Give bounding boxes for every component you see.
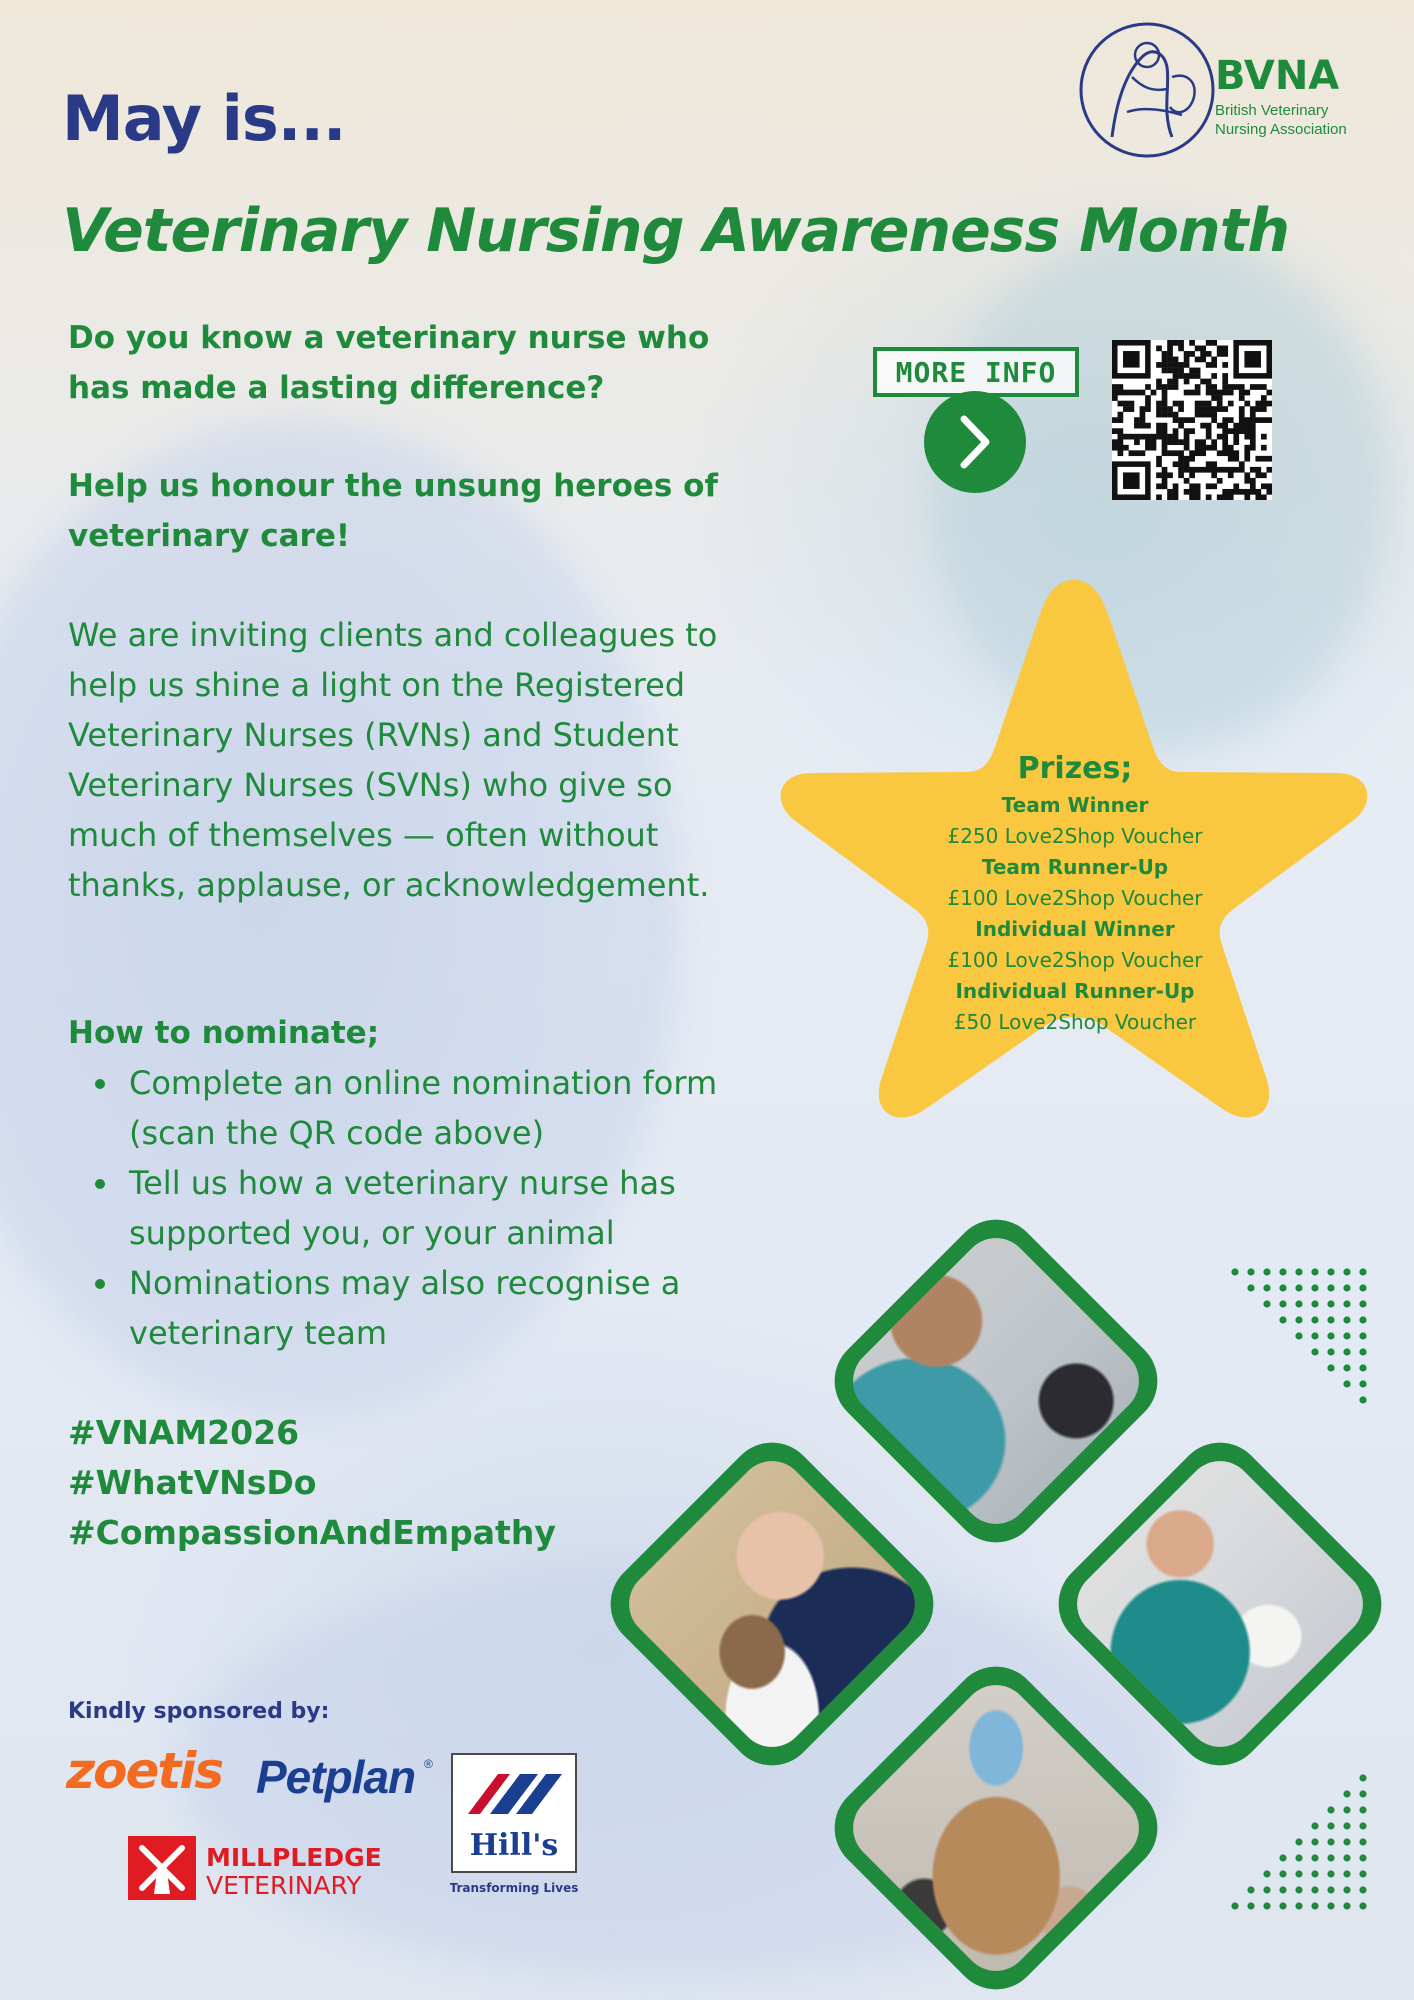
decorative-dot xyxy=(1279,1268,1286,1275)
decorative-dot xyxy=(1279,1854,1286,1861)
decorative-dot xyxy=(1359,1790,1366,1797)
decorative-dot xyxy=(1343,1838,1350,1845)
svg-text:BVNA: BVNA xyxy=(1215,53,1340,99)
how-to-heading: How to nominate; xyxy=(68,1015,380,1051)
decorative-dot xyxy=(1327,1348,1334,1355)
decorative-dot xyxy=(1359,1902,1366,1909)
prize-name: Individual Runner-Up xyxy=(955,979,1195,1003)
decorative-dot xyxy=(1343,1284,1350,1291)
decorative-dot xyxy=(1311,1886,1318,1893)
question-heading: Do you know a veterinary nurse who has made a lasting difference? xyxy=(68,320,710,406)
decorative-dot xyxy=(1311,1838,1318,1845)
decorative-dot xyxy=(1359,1268,1366,1275)
list-item: Complete an online nomination form (scan the QR code above) xyxy=(68,1058,788,1158)
decorative-dot xyxy=(1295,1332,1302,1339)
bvna-logo xyxy=(1072,17,1352,163)
decorative-dot xyxy=(1359,1822,1366,1829)
registered-mark: ® xyxy=(424,1757,433,1771)
decorative-dot xyxy=(1327,1886,1334,1893)
prize-value: £250 Love2Shop Voucher xyxy=(947,824,1203,848)
decorative-dot xyxy=(1247,1886,1254,1893)
nurse-microscope-photo xyxy=(839,1224,1153,1538)
prize-value: £100 Love2Shop Voucher xyxy=(947,886,1203,910)
svg-text:Hill's: Hill's xyxy=(469,1828,559,1863)
prize-value: £50 Love2Shop Voucher xyxy=(953,1010,1197,1034)
decorative-dot xyxy=(1263,1886,1270,1893)
decorative-dot xyxy=(1343,1806,1350,1813)
prizes-title: Prizes; xyxy=(1017,751,1133,786)
decorative-dot xyxy=(1359,1396,1366,1403)
decorative-dot xyxy=(1359,1838,1366,1845)
decorative-dot xyxy=(1263,1870,1270,1877)
decorative-dot xyxy=(1279,1300,1286,1307)
hashtag: #CompassionAndEmpathy xyxy=(68,1513,556,1552)
decorative-dots xyxy=(1225,1262,1385,1422)
decorative-dot xyxy=(1327,1806,1334,1813)
decorative-dot xyxy=(1359,1886,1366,1893)
decorative-dot xyxy=(1327,1284,1334,1291)
decorative-dot xyxy=(1343,1854,1350,1861)
decorative-dot xyxy=(1343,1268,1350,1275)
decorative-dot xyxy=(1279,1870,1286,1877)
decorative-dot xyxy=(1263,1284,1270,1291)
decorative-dot xyxy=(1311,1822,1318,1829)
decorative-dot xyxy=(1343,1316,1350,1323)
decorative-dot xyxy=(1343,1886,1350,1893)
svg-text:Transforming Lives: Transforming Lives xyxy=(450,1881,578,1895)
decorative-dot xyxy=(1359,1870,1366,1877)
decorative-dot xyxy=(1247,1284,1254,1291)
decorative-dot xyxy=(1343,1332,1350,1339)
intro-paragraph: We are inviting clients and colleagues to help us shine a light on the Registered Veterinary Nurses (RVNs) and Student Veterinary Nurses (SVNs) who give so much of themselves — often without thanks, applause, or acknowledgement. xyxy=(68,616,718,904)
prize-name: Team Runner-Up xyxy=(981,855,1169,879)
hashtags xyxy=(68,1408,556,1558)
decorative-dot xyxy=(1359,1284,1366,1291)
hashtag: #WhatVNsDo xyxy=(68,1463,317,1502)
decorative-dot xyxy=(1359,1332,1366,1339)
chevron-right-icon[interactable] xyxy=(924,391,1026,493)
decorative-dot xyxy=(1295,1268,1302,1275)
list-item: Nominations may also recognise a veterinary team xyxy=(68,1258,788,1358)
decorative-dot xyxy=(1311,1316,1318,1323)
svg-text:MILLPLEDGE: MILLPLEDGE xyxy=(206,1843,382,1872)
page-title: Veterinary Nursing Awareness Month xyxy=(62,196,1290,266)
decorative-dot xyxy=(1247,1902,1254,1909)
qr-code[interactable] xyxy=(1112,340,1272,500)
hashtag: #VNAM2026 xyxy=(68,1413,300,1452)
decorative-dot xyxy=(1359,1364,1366,1371)
decorative-dot xyxy=(1279,1284,1286,1291)
decorative-dot xyxy=(1343,1380,1350,1387)
decorative-dot xyxy=(1327,1316,1334,1323)
decorative-dot xyxy=(1359,1854,1366,1861)
svg-text:VETERINARY: VETERINARY xyxy=(206,1871,362,1900)
list-item: Tell us how a veterinary nurse has supported you, or your animal xyxy=(68,1158,788,1258)
svg-text:British Veterinary: British Veterinary xyxy=(1215,102,1329,119)
decorative-dot xyxy=(1263,1902,1270,1909)
decorative-dot xyxy=(1311,1268,1318,1275)
decorative-dot xyxy=(1359,1806,1366,1813)
decorative-dots xyxy=(1225,1768,1385,1928)
millpledge-logo xyxy=(128,1832,388,1904)
decorative-dot xyxy=(1311,1854,1318,1861)
decorative-dot xyxy=(1295,1870,1302,1877)
decorative-dot xyxy=(1295,1284,1302,1291)
decorative-dot xyxy=(1295,1886,1302,1893)
svg-text:Nursing Association: Nursing Association xyxy=(1215,121,1347,138)
prize-value: £100 Love2Shop Voucher xyxy=(947,948,1203,972)
decorative-dot xyxy=(1343,1348,1350,1355)
decorative-dot xyxy=(1327,1332,1334,1339)
decorative-dot xyxy=(1327,1870,1334,1877)
decorative-dot xyxy=(1311,1332,1318,1339)
sponsors-label: Kindly sponsored by: xyxy=(68,1699,330,1724)
decorative-dot xyxy=(1327,1902,1334,1909)
decorative-dot xyxy=(1311,1902,1318,1909)
decorative-dot xyxy=(1343,1902,1350,1909)
decorative-dot xyxy=(1295,1838,1302,1845)
decorative-dot xyxy=(1263,1268,1270,1275)
prize-name: Individual Winner xyxy=(975,917,1175,941)
decorative-dot xyxy=(1327,1838,1334,1845)
hills-logo xyxy=(450,1752,578,1898)
nomination-steps xyxy=(68,1058,788,1358)
decorative-dot xyxy=(1327,1854,1334,1861)
decorative-dot xyxy=(1247,1268,1254,1275)
decorative-dot xyxy=(1279,1316,1286,1323)
decorative-dot xyxy=(1295,1854,1302,1861)
more-info-button[interactable]: MORE INFO xyxy=(873,347,1079,397)
decorative-dot xyxy=(1311,1348,1318,1355)
decorative-dot xyxy=(1279,1902,1286,1909)
prize-name: Team Winner xyxy=(1001,793,1149,817)
decorative-dot xyxy=(1343,1870,1350,1877)
decorative-dot xyxy=(1359,1348,1366,1355)
zoetis-logo: zoetis xyxy=(66,1742,223,1800)
decorative-dot xyxy=(1343,1822,1350,1829)
decorative-dot xyxy=(1311,1300,1318,1307)
decorative-dot xyxy=(1311,1870,1318,1877)
decorative-dot xyxy=(1295,1300,1302,1307)
decorative-dot xyxy=(1327,1822,1334,1829)
call-to-action-heading: Help us honour the unsung heroes of veterinary care! xyxy=(68,468,718,554)
decorative-dot xyxy=(1327,1300,1334,1307)
prizes-panel xyxy=(900,748,1250,1038)
decorative-dot xyxy=(1295,1316,1302,1323)
decorative-dot xyxy=(1311,1284,1318,1291)
decorative-dot xyxy=(1359,1300,1366,1307)
decorative-dot xyxy=(1263,1300,1270,1307)
kicker-heading: May is... xyxy=(62,82,346,155)
decorative-dot xyxy=(1359,1380,1366,1387)
decorative-dot xyxy=(1231,1902,1238,1909)
decorative-dot xyxy=(1343,1364,1350,1371)
decorative-dot xyxy=(1343,1300,1350,1307)
decorative-dot xyxy=(1327,1268,1334,1275)
decorative-dot xyxy=(1359,1774,1366,1781)
petplan-logo: Petplan xyxy=(256,1751,416,1803)
decorative-dot xyxy=(1327,1364,1334,1371)
decorative-dot xyxy=(1343,1790,1350,1797)
decorative-dot xyxy=(1359,1316,1366,1323)
decorative-dot xyxy=(1279,1886,1286,1893)
photo-frame-microscope xyxy=(816,1201,1175,1560)
decorative-dot xyxy=(1231,1268,1238,1275)
decorative-dot xyxy=(1295,1902,1302,1909)
